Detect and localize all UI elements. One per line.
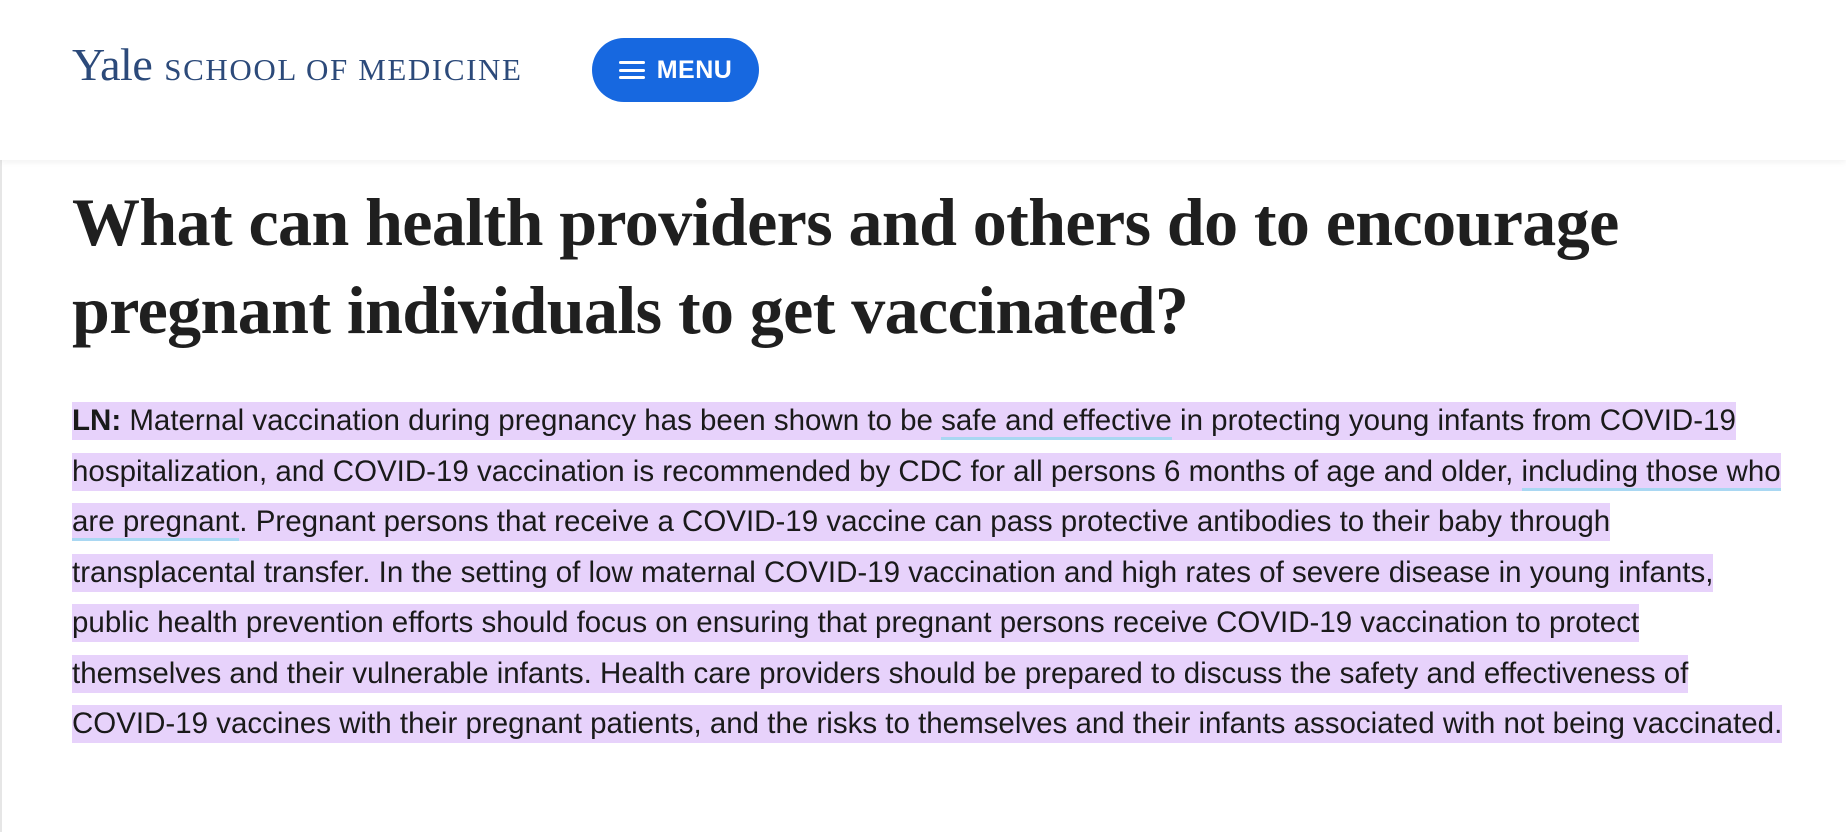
hamburger-icon (619, 61, 645, 79)
answer-text-part-2: in protecting young infants from COVID-19 hospitalization, and COVID-19 vaccination is recommended by CDC for all persons 6 months of age and older, (72, 404, 1736, 488)
logo-yale-wordmark: Yale (72, 39, 153, 90)
page-title: What can health providers and others do to encourage pregnant individuals to get vaccinated? (72, 184, 1619, 348)
site-header (0, 0, 1846, 160)
yale-school-of-medicine-logo[interactable] (72, 38, 523, 88)
answer-text-part-3: . Pregnant persons that receive a COVID-19 vaccine can pass protective antibodies to their baby through transplacental transfer. In the setting of low maternal COVID-19 vaccination and high rates of severe disease in young infants, public health prevention efforts should focus on ensuring that pregnant persons receive COVID-19 vaccination to protect themselves and their vulnerable infants. Health care providers should be prepared to discuss the safety and effectiveness of COVID-19 vaccines with their pregnant patients, and the risks to themselves and their infants associated with not being vaccinated. (72, 505, 1783, 740)
menu-button[interactable] (592, 38, 759, 102)
safe-and-effective-link[interactable]: safe and effective (941, 404, 1172, 440)
article-content (72, 160, 1782, 750)
speaker-initials: LN: (72, 404, 122, 437)
answer-paragraph (72, 396, 1787, 750)
menu-button-label: MENU (656, 55, 733, 84)
including-pregnant-link[interactable]: including those who are pregnant (72, 455, 1781, 542)
logo-school-wordmark: SCHOOL OF MEDICINE (164, 52, 523, 87)
answer-text-part-1: Maternal vaccination during pregnancy has been shown to be (121, 404, 942, 437)
content-left-border (0, 160, 2, 832)
highlighted-answer (72, 402, 1782, 743)
